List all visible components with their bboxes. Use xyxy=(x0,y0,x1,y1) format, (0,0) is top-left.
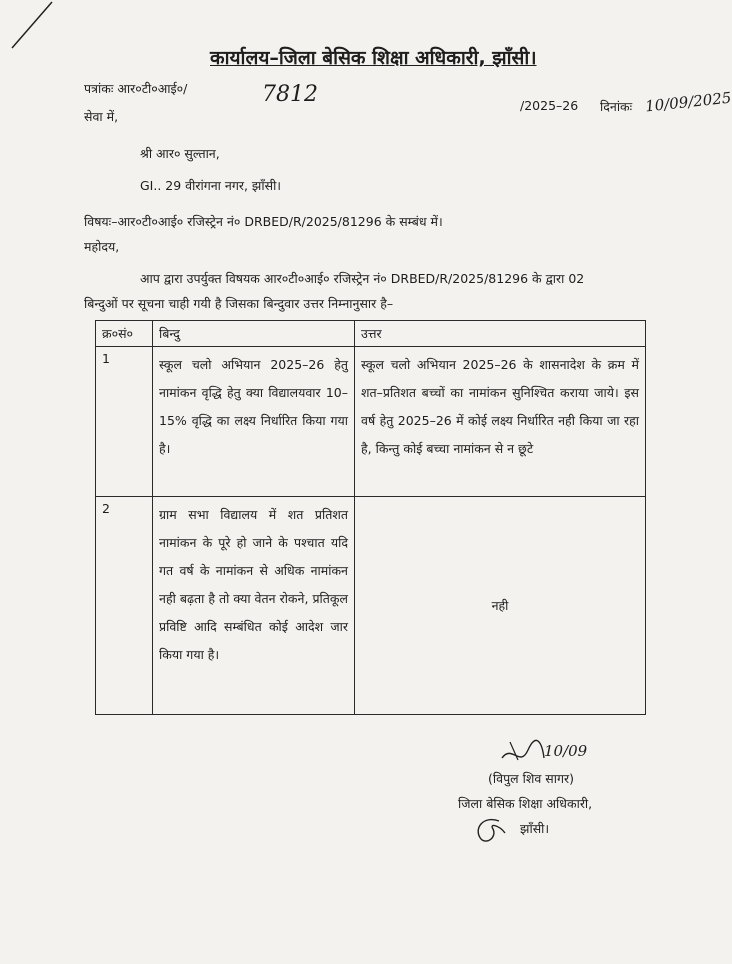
table-header-row xyxy=(96,321,646,347)
signatory-designation: जिला बेसिक शिक्षा अधिकारी, xyxy=(458,796,593,811)
initials-mark xyxy=(469,815,511,845)
intro-line-2: बिन्दुओं पर सूचना चाही गयी है जिसका बिन्दुवार उत्तर निम्नानुसार है– xyxy=(84,296,394,311)
row-answer: नही xyxy=(355,497,646,715)
date-value: 10/09/2025 xyxy=(644,88,732,116)
office-heading: कार्यालय–जिला बेसिक शिक्षा अधिकारी, झाँसी। xyxy=(210,47,537,69)
reference-number: 7812 xyxy=(262,82,318,107)
table-row xyxy=(96,497,646,715)
greeting: महोदय, xyxy=(84,239,120,254)
header-answer: उत्तर xyxy=(355,321,646,347)
signatory-name: (विपुल शिव सागर) xyxy=(488,771,574,786)
row-answer: स्कूल चलो अभियान 2025–26 के शासनादेश के क्रम में शत–प्रतिशत बच्चों का नामांकन सुनिश्चित कराया जाये। इस वर्ष हेतु 2025–26 में कोई लक्ष्य निर्धारित नही किया जा रहा है, किन्तु कोई बच्चा नामांकन से न छूटे xyxy=(355,347,646,497)
row-serial: 1 xyxy=(96,347,153,497)
intro-line-1: आप द्वारा उपर्युक्त विषयक आर०टी०आई० रजिस्ट्रेन नं० DRBED/R/2025/81296 के द्वारा 02 xyxy=(140,271,585,286)
row-question: ग्राम सभा विद्यालय में शत प्रतिशत नामांकन के पूरे हो जाने के पश्चात यदि गत वर्ष के नामांकन से अधिक नामांकन नही बढ़ता है तो क्या वेतन रोकने, प्रतिकूल प्रविष्टि आदि सम्बंधित कोई आदेश जार किया गया है। xyxy=(153,497,355,715)
reference-label: पत्रांकः आर०टी०आई०/ xyxy=(84,81,188,96)
signature-date: 10/09 xyxy=(544,742,588,760)
date-label: दिनांकः xyxy=(600,99,633,114)
session-year: /2025–26 xyxy=(520,98,579,113)
header-point: बिन्दु xyxy=(153,321,355,347)
corner-pen-stroke xyxy=(8,0,68,60)
row-serial: 2 xyxy=(96,497,153,715)
recipient-address: GI.. 29 वीरांगना नगर, झाँसी। xyxy=(140,178,282,193)
recipient-name: श्री आर० सुल्तान, xyxy=(140,146,220,161)
row-question: स्कूल चलो अभियान 2025–26 हेतु नामांकन वृद्धि हेतु क्या विद्यालयवार 10–15% वृद्धि का लक्ष्य निर्धारित किया गया है। xyxy=(153,347,355,497)
header-serial: क्र०सं० xyxy=(96,321,153,347)
subject-line: विषयः–आर०टी०आई० रजिस्ट्रेन नं० DRBED/R/2025/81296 के सम्बंध में। xyxy=(84,214,443,229)
table-row xyxy=(96,347,646,497)
response-table xyxy=(95,320,646,715)
signatory-place: झाँसी। xyxy=(520,821,550,836)
salutation-to: सेवा में, xyxy=(84,109,119,124)
